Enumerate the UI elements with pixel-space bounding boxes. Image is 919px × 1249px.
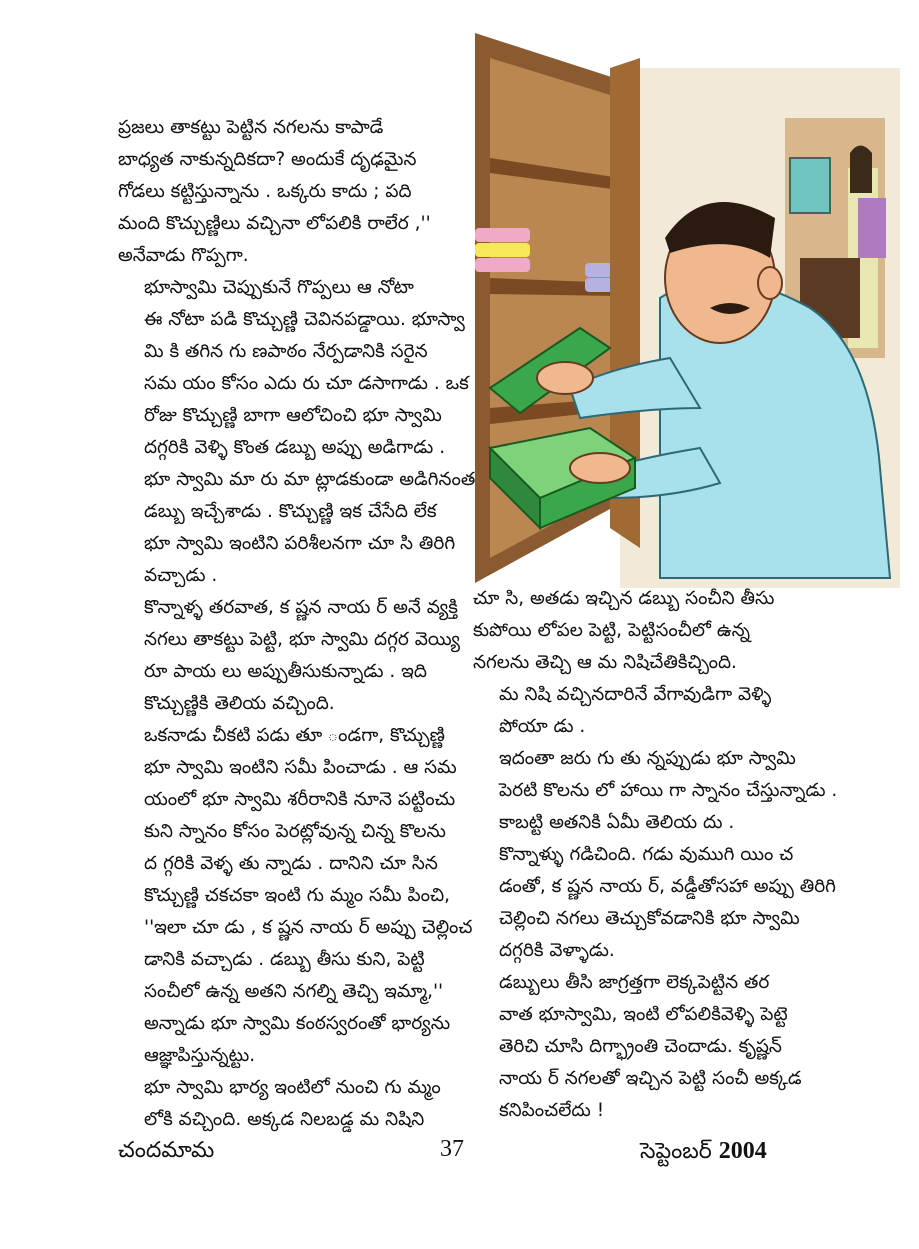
text-line: ''ఇలా చూ డు , క ష్ణన నాయ ర్ అప్పు చెల్లించ bbox=[144, 917, 473, 938]
right-text-column bbox=[473, 583, 838, 1127]
text-line: రూ పాయ లు అప్పుతీసుకున్నాడు . ఇది bbox=[144, 661, 427, 682]
text-line: డానికి వచ్చాడు . డబ్బు తీసు కుని, పెట్టి bbox=[144, 949, 425, 970]
text-line: చెల్లించి నగలు తెచ్చుకోవడానికి భూ స్వామి bbox=[499, 908, 800, 929]
text-line: నాయ ర్ నగలతో ఇచ్చిన పెట్టి సంచీ అక్కడ bbox=[499, 1068, 802, 1089]
text-line: అన్నాడు భూ స్వామి కంఠస్వరంతో భార్యను bbox=[144, 1013, 451, 1034]
left-text-column bbox=[118, 112, 476, 1136]
text-line: తెరిచి చూసి దిగ్భ్రాంతి చెందాడు. కృష్ణన్ bbox=[499, 1036, 782, 1057]
text-line: యంలో భూ స్వామి శరీరానికి నూనె పట్టించు bbox=[144, 789, 456, 810]
text-line: డంతో, క ష్ణన నాయ ర్, వడ్డీతోసహా అప్పు తిరిగి bbox=[499, 876, 836, 897]
text-line: పెరటి కొలను లో హాయి గా స్నానం చేస్తున్నాడు . bbox=[499, 780, 838, 801]
text-line: ఒకనాడు చీకటి పడు తూ ండగా, కొచ్చుణ్ణి bbox=[144, 725, 445, 746]
paragraph bbox=[473, 743, 838, 839]
text-line: ద గ్గరికి వెళ్ళ తు న్నాడు . దానిని చూ సిన bbox=[144, 853, 438, 874]
issue-year: 2004 bbox=[718, 1138, 767, 1164]
text-line: డబ్బులు తీసి జాగ్రత్తగా లెక్కపెట్టిన తర bbox=[499, 972, 770, 993]
text-line: నగలు తాకట్టు పెట్టి, భూ స్వామి దగ్గర వెయ్యి bbox=[144, 629, 460, 650]
text-line: మంది కొచ్చుణ్ణిలు వచ్చినా లోపలికి రాలేర ,'' bbox=[118, 213, 431, 234]
text-line: అనేవాడు గొప్పగా. bbox=[118, 245, 249, 266]
text-line: దగ్గరికి వెళ్ళాడు. bbox=[499, 940, 615, 961]
text-line: చూ సి, అతడు ఇచ్చిన డబ్బు సంచీని తీసు bbox=[473, 588, 775, 609]
text-line: కొన్నాళ్ళు గడిచింది. గడు వుముగి యిం చ bbox=[499, 844, 794, 865]
paragraph bbox=[118, 1072, 468, 1136]
paragraph bbox=[118, 592, 468, 720]
text-line: భూ స్వామి భార్య ఇంటిలో నుంచి గు మ్మం bbox=[144, 1077, 441, 1098]
paragraph bbox=[473, 583, 818, 679]
paragraph bbox=[473, 679, 818, 743]
paragraph bbox=[473, 967, 818, 1127]
text-line: సంచీలో ఉన్న అతని నగల్ని తెచ్చి ఇమ్మా,'' bbox=[144, 981, 444, 1002]
text-line: కాబట్టి అతనికి ఏమీ తెలియ దు . bbox=[499, 812, 735, 833]
text-line: వచ్చాడు . bbox=[144, 565, 218, 586]
text-line: పోయా డు . bbox=[499, 716, 586, 737]
text-line: సమ యం కోసం ఎదు రు చూ డసాగాడు . ఒక bbox=[144, 373, 469, 394]
text-line: కొన్నాళ్ళ తరవాత, క ష్ణన నాయ ర్ అనే వ్యక్తి bbox=[144, 597, 458, 618]
text-line: భూ స్వామి ఇంటిని పరిశీలనగా చూ సి తిరిగి bbox=[144, 533, 456, 554]
text-line: ప్రజలు తాకట్టు పెట్టిన నగలను కాపాడే bbox=[118, 117, 384, 138]
text-line: కనిపించలేదు ! bbox=[499, 1100, 605, 1121]
paragraph bbox=[118, 272, 476, 592]
story-illustration bbox=[470, 28, 900, 598]
text-line: డబ్బు ఇచ్చేశాడు . కొచ్చుణ్ణి ఇక చేసేది లేక bbox=[144, 501, 437, 522]
text-line: లోకి వచ్చింది. అక్కడ నిలబడ్డ మ నిషిని bbox=[144, 1109, 425, 1130]
text-line: నగలను తెచ్చి ఆ మ నిషిచేతికిచ్చింది. bbox=[473, 652, 737, 673]
text-line: భూ స్వామి మా రు మా ట్లాడకుండా అడిగినంత bbox=[144, 469, 476, 490]
paragraph bbox=[473, 839, 836, 967]
text-line: వాత భూస్వామి, ఇంటి లోపలికివెళ్ళి పెట్టె bbox=[499, 1004, 788, 1025]
text-line: కొచ్చుణ్ణి చకచకా ఇంటి గు మ్మం సమీ పించి, bbox=[144, 885, 451, 906]
paragraph bbox=[118, 112, 468, 272]
page-number: 37 bbox=[440, 1136, 464, 1162]
issue-month: సెప్టెంబర్ bbox=[640, 1139, 712, 1164]
text-line: కొచ్చుణ్ణికి తెలియ వచ్చింది. bbox=[144, 693, 335, 714]
text-line: ఈ నోటా పడి కొచ్చుణ్ణి చెవినపడ్డాయి. భూస్వా bbox=[144, 309, 465, 330]
text-line: రోజు కొచ్చుణ్ణి బాగా ఆలోచించి భూ స్వామి bbox=[144, 405, 442, 426]
text-line: కుపోయి లోపల పెట్టి, పెట్టిసంచీలో ఉన్న bbox=[473, 620, 751, 641]
text-line: మి కి తగిన గు ణపాఠం నేర్పడానికి సరైన bbox=[144, 341, 428, 362]
text-line: గోడలు కట్టిస్తున్నాను . ఒక్కరు కాదు ; పది bbox=[118, 181, 412, 202]
magazine-name: చందమామ bbox=[118, 1138, 215, 1163]
text-line: మ నిషి వచ్చినదారినే వేగావుడిగా వెళ్ళి bbox=[499, 684, 772, 705]
text-line: బాధ్యత నాకున్నదికదా? అందుకే దృఢమైన bbox=[118, 149, 417, 170]
text-line: భూ స్వామి ఇంటిని సమీ పించాడు . ఆ సమ bbox=[144, 757, 457, 778]
issue-date bbox=[640, 1138, 767, 1169]
text-line: ఇదంతా జరు గు తు న్నప్పుడు భూ స్వామి bbox=[499, 748, 796, 769]
text-line: ఆజ్ఞాపిస్తున్నట్టు. bbox=[144, 1045, 256, 1066]
text-line: కుని స్నానం కోసం పెరట్లోవున్న చిన్న కొలను bbox=[144, 821, 446, 842]
text-line: భూస్వామి చెప్పుకునే గొప్పలు ఆ నోటా bbox=[144, 277, 414, 298]
paragraph bbox=[118, 720, 473, 1072]
text-line: దగ్గరికి వెళ్ళి కొంత డబ్బు అప్పు అడిగాడు . bbox=[144, 437, 446, 458]
